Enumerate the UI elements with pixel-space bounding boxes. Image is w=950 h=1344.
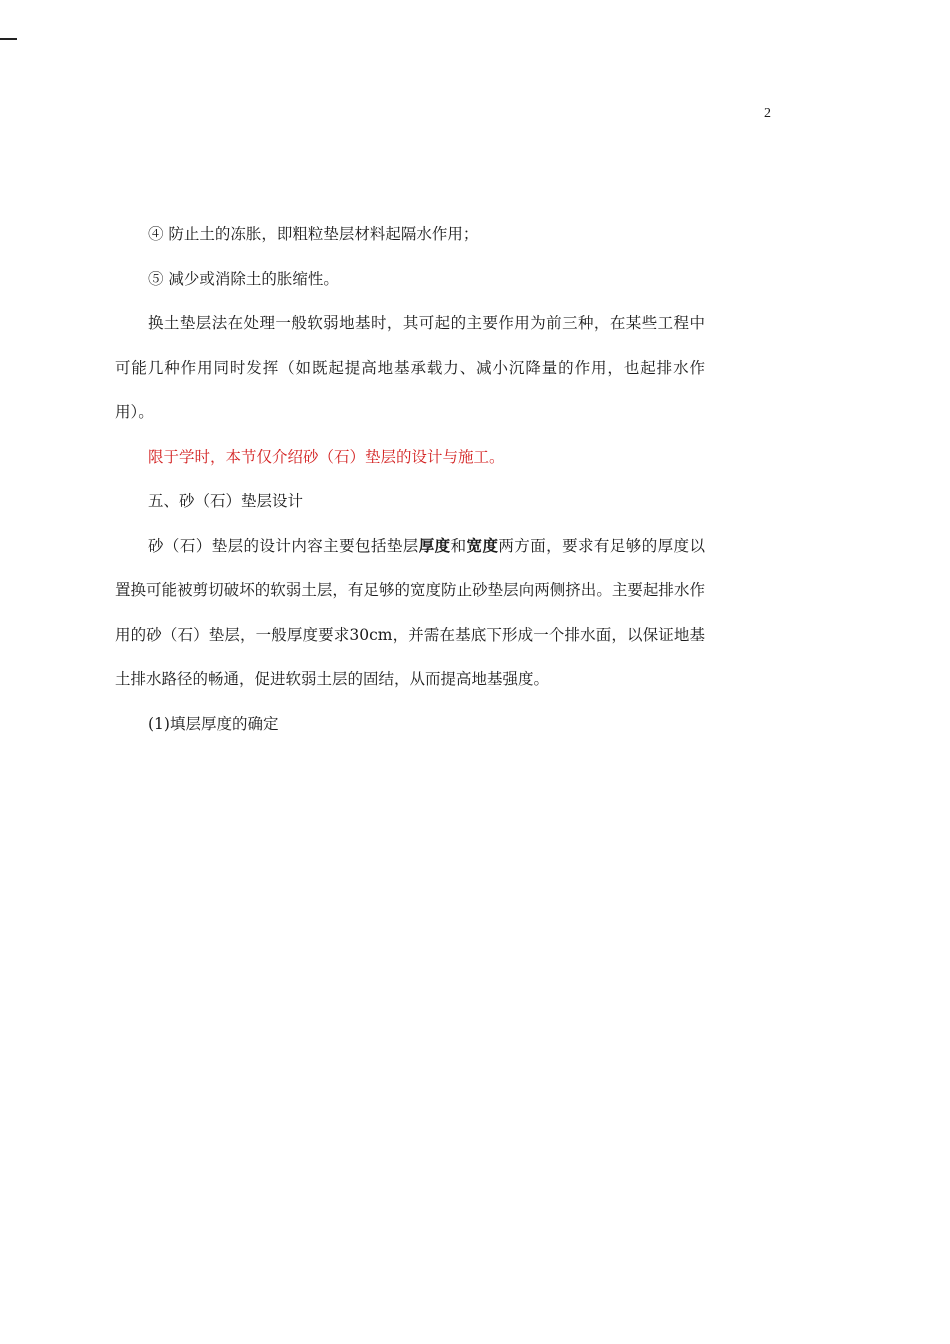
document-body bbox=[115, 212, 705, 746]
corner-mark bbox=[0, 38, 17, 40]
list-item-4: ④ 防止土的冻胀，即粗粒垫层材料起隔水作用； bbox=[148, 225, 479, 243]
section-heading: 五、砂（石）垫层设计 bbox=[148, 492, 304, 510]
subheading: (1)填层厚度的确定 bbox=[148, 714, 279, 733]
design-paragraph bbox=[115, 524, 705, 702]
thickness-term: 厚度 bbox=[418, 535, 451, 555]
summary-paragraph: 换土垫层法在处理一般软弱地基时，其可起的主要作用为前三种，在某些工程中可能几种作用同时发挥（如既起提高地基承载力、减小沉降量的作用，也起排水作用）。 bbox=[115, 314, 705, 421]
design-text-3: 两方面，要求有足够的厚度以置换可能被剪切破坏的软弱土层，有足够的宽度防止砂垫层向两侧挤出。主要起排水作用的砂（石）垫层，一般厚度要求30cm，并需在基底下形成一个排水面，以保证地基土排水路径的畅通，促进软弱土层的固结，从而提高地基强度。 bbox=[115, 536, 705, 688]
list-item-5: ⑤ 减少或消除土的胀缩性。 bbox=[148, 269, 339, 288]
design-text-2: 和 bbox=[450, 536, 467, 555]
page-number: 2 bbox=[764, 106, 771, 121]
scope-note: 限于学时，本节仅介绍砂（石）垫层的设计与施工。 bbox=[148, 447, 505, 466]
design-text-1: 砂（石）垫层的设计内容主要包括垫层 bbox=[148, 536, 419, 555]
width-term: 宽度 bbox=[466, 535, 499, 555]
